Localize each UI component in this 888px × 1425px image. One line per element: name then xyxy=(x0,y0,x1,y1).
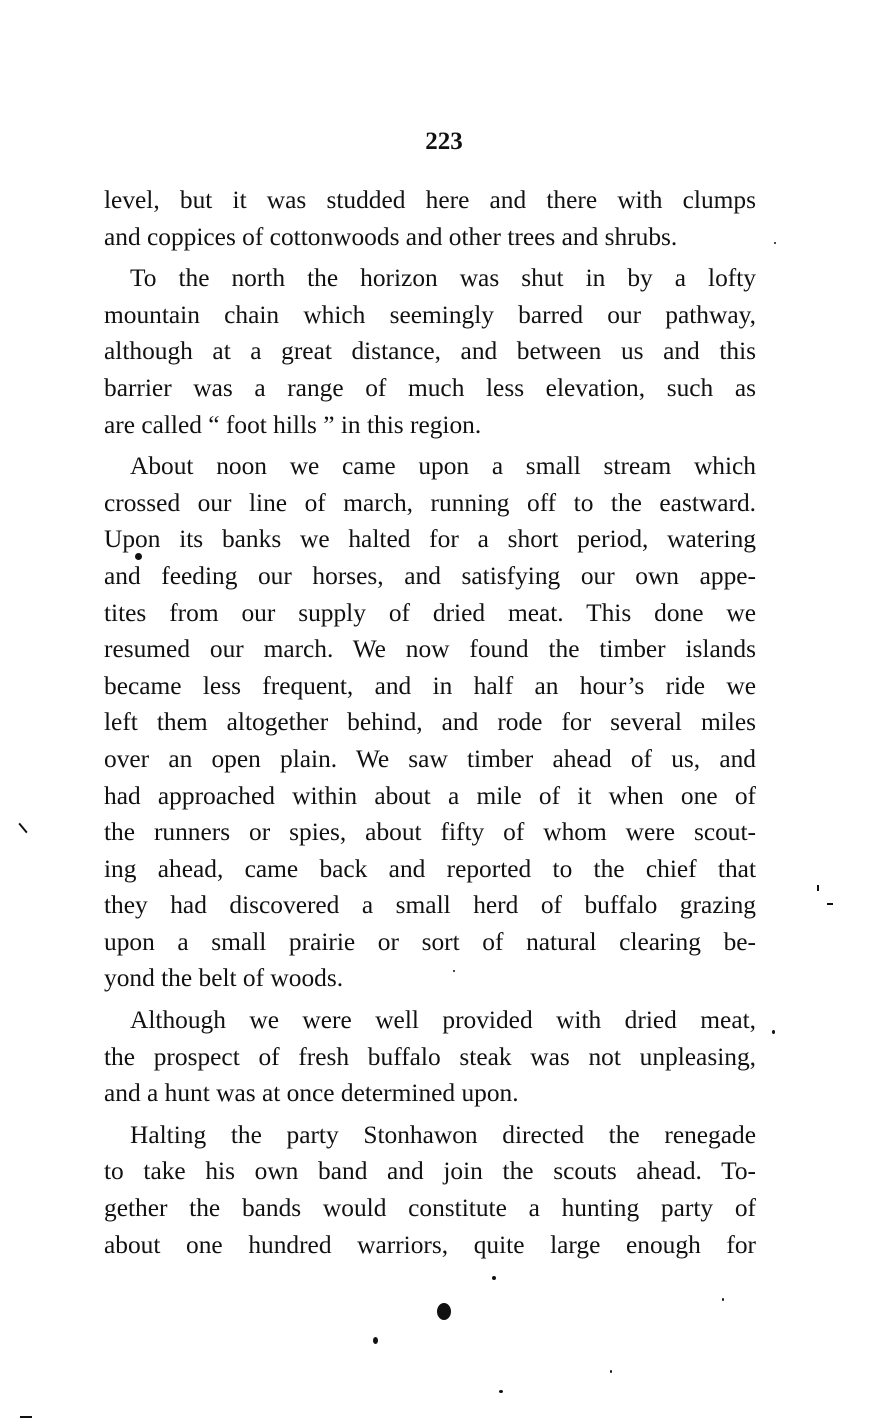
text-line: gether the bands would constitute a hunting party of xyxy=(104,1194,756,1223)
text-line: are called “ foot hills ” in this region. xyxy=(104,410,482,439)
text-line: upon a small prairie or sort of natural clearing be- xyxy=(104,927,756,956)
scan-speck xyxy=(772,1030,775,1034)
text-line: the runners or spies, about fifty of whom were scout- xyxy=(104,818,756,847)
text-line: yond the belt of woods. xyxy=(104,964,344,993)
scan-mark xyxy=(18,823,27,833)
scan-speck xyxy=(437,1303,451,1320)
scan-speck xyxy=(453,970,455,972)
text-line: they had discovered a small herd of buffalo grazing xyxy=(104,891,756,920)
text-line: Halting the party Stonhawon directed the renegade xyxy=(130,1120,756,1149)
text-line: To the north the horizon was shut in by a lofty xyxy=(130,264,756,293)
scan-speck xyxy=(373,1337,378,1344)
scan-speck xyxy=(774,242,776,244)
text-line: the prospect of fresh buffalo steak was not unpleasing, xyxy=(104,1042,756,1071)
text-line: About noon we came upon a small stream which xyxy=(130,452,756,481)
text-line: to take his own band and join the scouts ahead. To- xyxy=(104,1157,756,1186)
scan-speck xyxy=(135,553,142,560)
scan-mark xyxy=(817,885,819,891)
text-line: tites from our supply of dried meat. This done we xyxy=(104,598,756,627)
text-line: ing ahead, came back and reported to the chief that xyxy=(104,854,756,883)
paragraph xyxy=(104,260,756,443)
page-number: 223 xyxy=(425,128,463,155)
text-line: mountain chain which seemingly barred our pathway, xyxy=(104,300,756,329)
scan-speck xyxy=(499,1390,503,1393)
text-line: and a hunt was at once determined upon. xyxy=(104,1079,519,1108)
text-line: about one hundred warriors, quite large enough for xyxy=(104,1230,756,1259)
text-line: crossed our line of march, running off to the eastward. xyxy=(104,488,756,517)
text-line: Upon its banks we halted for a short period, watering xyxy=(104,525,756,554)
text-line: became less frequent, and in half an hour’s ride we xyxy=(104,671,756,700)
scan-speck xyxy=(492,1276,496,1280)
scan-speck xyxy=(722,1298,724,1301)
scan-mark xyxy=(827,903,833,905)
paragraph xyxy=(104,182,756,255)
text-line: left them altogether behind, and rode for several miles xyxy=(104,708,756,737)
body-text xyxy=(104,182,756,1263)
paragraph xyxy=(104,1117,756,1263)
text-line: level, but it was studded here and there with clumps xyxy=(104,186,756,214)
text-line: and coppices of cottonwoods and other trees and shrubs. xyxy=(104,222,678,251)
paragraph xyxy=(104,448,756,997)
paragraph xyxy=(104,1002,756,1112)
text-line: barrier was a range of much less elevation, such as xyxy=(104,373,756,402)
text-line: Although we were well provided with dried meat, xyxy=(130,1006,756,1035)
text-line: and feeding our horses, and satisfying our own appe- xyxy=(104,561,756,590)
scan-mark xyxy=(20,1416,32,1418)
text-line: resumed our march. We now found the timber islands xyxy=(104,635,756,664)
text-line: although at a great distance, and between us and this xyxy=(104,337,756,366)
scan-speck xyxy=(610,1370,612,1373)
text-line: over an open plain. We saw timber ahead of us, and xyxy=(104,744,756,773)
text-line: had approached within about a mile of it when one of xyxy=(104,781,756,810)
